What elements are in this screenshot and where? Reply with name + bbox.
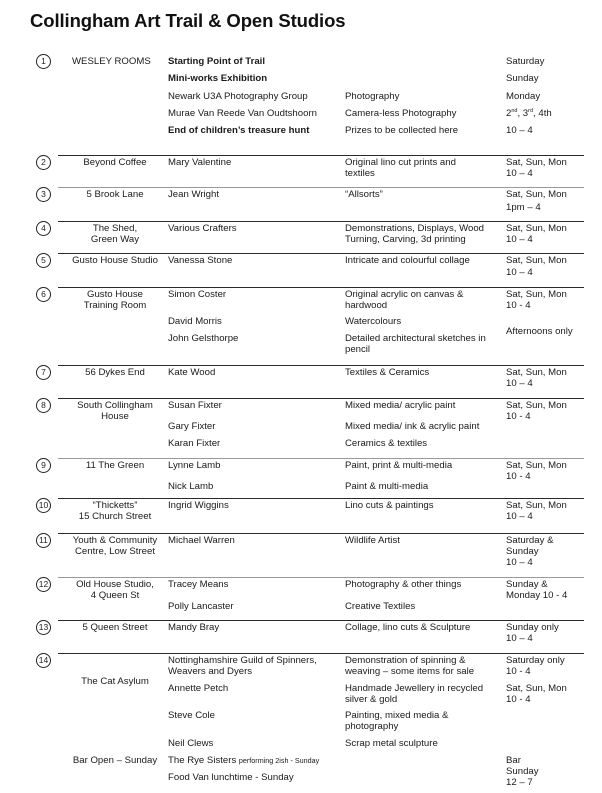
venue-location	[62, 500, 168, 522]
location-line: South Collingham	[77, 400, 153, 411]
opening-dates	[506, 108, 552, 119]
art-description: Ceramics & textiles	[345, 438, 428, 449]
artist-name: John Gelsthorpe	[168, 333, 239, 344]
venue-location	[62, 400, 168, 422]
description-line: Demonstrations, Displays, Wood	[345, 223, 484, 234]
bar-location: Bar Open – Sunday	[72, 755, 158, 766]
venue-location: 5 Queen Street	[82, 622, 148, 633]
description-line: silver & gold	[345, 694, 398, 705]
art-description	[345, 683, 483, 705]
art-description: Intricate and colourful collage	[345, 255, 470, 266]
artist-name: Mini-works Exhibition	[168, 73, 268, 84]
times-line: 10 – 4	[506, 557, 533, 568]
opening-times	[506, 367, 567, 389]
opening-times: Saturday	[506, 56, 545, 67]
times-line: Sat, Sun, Mon	[506, 157, 567, 168]
artist-name: Annette Petch	[168, 683, 229, 694]
venue-location: Gusto House Studio	[72, 255, 158, 266]
art-description: Prizes to be collected here	[345, 125, 459, 136]
times-line: Sat, Sun, Mon	[506, 189, 567, 200]
times-line: 10 - 4	[506, 300, 531, 311]
artist-name: Gary Fixter	[168, 421, 216, 432]
row-divider	[58, 458, 584, 459]
artist-name: Vanessa Stone	[168, 255, 233, 266]
venue-location	[62, 535, 168, 557]
performer-text: The Rye Sisters	[168, 755, 237, 766]
times-line: Sunday only	[506, 622, 559, 633]
times-line: Sat, Sun, Mon	[506, 500, 567, 511]
venue-number-badge: 12	[36, 577, 51, 592]
times-line: 10 – 4	[506, 267, 533, 278]
art-description	[345, 223, 484, 245]
row-divider	[58, 653, 584, 654]
location-line: Youth & Community	[72, 535, 158, 546]
location-line: The Shed,	[92, 223, 138, 234]
artist-name: Simon Coster	[168, 289, 227, 300]
date-suffix: nd	[511, 108, 518, 114]
opening-times: Sunday	[506, 73, 539, 84]
opening-times	[506, 255, 567, 278]
description-line: weaving – some items for sale	[345, 666, 475, 677]
venue-location	[62, 223, 168, 245]
location-line: Training Room	[83, 300, 147, 311]
row-divider	[58, 398, 584, 399]
times-line: 10 – 4	[506, 633, 533, 644]
times-line: Sat, Sun, Mon	[506, 223, 567, 234]
venue-location: The Cat Asylum	[81, 676, 149, 687]
artist-name: Kate Wood	[168, 367, 216, 378]
artist-line: Weavers and Dyers	[168, 666, 253, 677]
opening-times	[506, 579, 567, 601]
art-description: Watercolours	[345, 316, 402, 327]
artist-name: Mary Valentine	[168, 157, 232, 168]
art-description	[345, 157, 456, 179]
row-divider	[58, 287, 584, 288]
location-line: Centre, Low Street	[75, 546, 155, 557]
description-line: textiles	[345, 168, 375, 179]
times-line: 10 – 4	[506, 511, 533, 522]
location-line: 15 Church Street	[78, 511, 152, 522]
description-line: Handmade Jewellery in recycled	[345, 683, 484, 694]
times-line: 10 - 4	[506, 411, 531, 422]
date-text: , 3	[517, 108, 529, 119]
row-divider	[58, 577, 584, 578]
opening-times	[506, 400, 567, 422]
venue-number-badge: 4	[36, 221, 51, 236]
row-divider	[58, 187, 584, 188]
venue-number-badge: 9	[36, 458, 51, 473]
art-description: Mixed media/ acrylic paint	[345, 400, 456, 411]
times-line: Sunday	[506, 766, 539, 777]
opening-times: 10 – 4	[506, 125, 533, 136]
art-description: Creative Textiles	[345, 601, 416, 612]
location-line: Gusto House	[87, 289, 143, 300]
artist-name: Various Crafters	[168, 223, 237, 234]
times-line: 10 - 4	[506, 694, 531, 705]
bar-times	[506, 755, 539, 788]
venue-location: 5 Brook Lane	[86, 189, 144, 200]
art-description: Collage, lino cuts & Sculpture	[345, 622, 471, 633]
times-line: Monday 10 - 4	[506, 590, 568, 601]
venue-location	[62, 289, 168, 311]
art-description	[345, 333, 486, 355]
description-line: hardwood	[345, 300, 388, 311]
venue-location	[62, 579, 168, 601]
times-line: 10 – 4	[506, 234, 533, 245]
description-line: photography	[345, 721, 399, 732]
location-line: “Thicketts”	[92, 500, 138, 511]
times-line: 1pm – 4	[506, 202, 541, 213]
art-description: Lino cuts & paintings	[345, 500, 434, 511]
artist-name: Polly Lancaster	[168, 601, 234, 612]
opening-times	[506, 500, 567, 522]
artist-name: End of children’s treasure hunt	[168, 125, 310, 136]
description-line: pencil	[345, 344, 371, 355]
opening-times	[506, 655, 565, 677]
art-description	[345, 710, 448, 732]
venue-number-badge: 14	[36, 653, 51, 668]
times-line: 10 - 4	[506, 666, 531, 677]
art-description: “Allsorts”	[345, 189, 383, 200]
row-divider	[58, 620, 584, 621]
art-description	[345, 655, 474, 677]
artist-name: Murae Van Reede Van Oudtshoorn	[168, 108, 317, 119]
times-line: Sunday &	[506, 579, 548, 590]
venue-location: WESLEY ROOMS	[72, 56, 151, 67]
date-suffix: rd	[528, 108, 534, 114]
date-text: , 4th	[533, 108, 552, 119]
times-line: 12 – 7	[506, 777, 533, 788]
venue-number-badge: 3	[36, 187, 51, 202]
row-divider	[58, 498, 584, 499]
artist-name	[168, 655, 317, 677]
description-line: Demonstration of spinning &	[345, 655, 466, 666]
opening-times	[506, 223, 567, 245]
venue-location: 56 Dykes End	[85, 367, 145, 378]
times-line: Bar	[506, 755, 521, 766]
opening-times	[506, 157, 567, 179]
times-line: 10 – 4	[506, 378, 533, 389]
venue-number-badge: 13	[36, 620, 51, 635]
row-divider	[58, 221, 584, 222]
location-line: 4 Queen St	[90, 590, 140, 601]
art-description: Wildlife Artist	[345, 535, 400, 546]
opening-times	[506, 683, 567, 705]
artist-name: Susan Fixter	[168, 400, 222, 411]
description-line: Detailed architectural sketches in	[345, 333, 486, 344]
times-line: Saturday only	[506, 655, 565, 666]
venue-number-badge: 5	[36, 253, 51, 268]
artist-line: Nottinghamshire Guild of Spinners,	[168, 655, 317, 666]
page-title: Collingham Art Trail & Open Studios	[30, 10, 346, 31]
art-description: Textiles & Ceramics	[345, 367, 430, 378]
times-line: Sat, Sun, Mon	[506, 367, 567, 378]
venue-number-badge: 8	[36, 398, 51, 413]
artist-name: Mandy Bray	[168, 622, 220, 633]
description-line: Original acrylic on canvas &	[345, 289, 464, 300]
times-line: Sat, Sun, Mon	[506, 289, 567, 300]
art-description: Scrap metal sculpture	[345, 738, 438, 749]
artist-name: Starting Point of Trail	[168, 56, 266, 67]
artist-name: Lynne Lamb	[168, 460, 221, 471]
row-divider	[58, 533, 584, 534]
venue-number-badge: 6	[36, 287, 51, 302]
art-description: Paint, print & multi-media	[345, 460, 453, 471]
venue-location: Beyond Coffee	[83, 157, 147, 168]
times-line: Sat, Sun, Mon	[506, 255, 567, 266]
artist-name: Michael Warren	[168, 535, 235, 546]
description-line: Turning, Carving, 3d printing	[345, 234, 466, 245]
performer-note: performing 2ish - Sunday	[238, 756, 320, 765]
times-line: 10 - 4	[506, 471, 531, 482]
opening-times	[506, 460, 567, 482]
venue-number-badge: 1	[36, 54, 51, 69]
description-line: Original lino cut prints and	[345, 157, 456, 168]
opening-times	[506, 289, 567, 311]
opening-times: Afternoons only	[506, 326, 573, 337]
artist-name: Newark U3A Photography Group	[168, 91, 308, 102]
art-description	[345, 289, 463, 311]
venue-number-badge: 7	[36, 365, 51, 380]
artist-name: Nick Lamb	[168, 481, 214, 492]
row-divider	[58, 365, 584, 366]
times-line: Sunday	[506, 546, 539, 557]
art-description: Photography & other things	[345, 579, 462, 590]
food-van-note: Food Van lunchtime - Sunday	[168, 772, 294, 783]
artist-name: Karan Fixter	[168, 438, 221, 449]
artist-name: Neil Clews	[168, 738, 214, 749]
location-line: Old House Studio,	[76, 579, 154, 590]
art-description: Photography	[345, 91, 400, 102]
opening-times	[506, 189, 567, 213]
venue-number-badge: 2	[36, 155, 51, 170]
artist-name: Steve Cole	[168, 710, 215, 721]
times-line: Saturday &	[506, 535, 554, 546]
artist-name: David Morris	[168, 316, 222, 327]
description-line: Painting, mixed media &	[345, 710, 449, 721]
opening-times	[506, 535, 553, 568]
times-line: 10 – 4	[506, 168, 533, 179]
location-line: House	[101, 411, 129, 422]
artist-name: Jean Wright	[168, 189, 220, 200]
art-description: Paint & multi-media	[345, 481, 429, 492]
opening-times: Monday	[506, 91, 541, 102]
performer-name	[168, 755, 319, 766]
opening-times	[506, 622, 559, 644]
artist-name: Tracey Means	[168, 579, 229, 590]
artist-name: Ingrid Wiggins	[168, 500, 229, 511]
row-divider	[58, 253, 584, 254]
location-line: Green Way	[90, 234, 140, 245]
date-text: 2	[506, 108, 512, 119]
times-line: Sat, Sun, Mon	[506, 460, 567, 471]
art-description: Mixed media/ ink & acrylic paint	[345, 421, 480, 432]
art-description: Camera-less Photography	[345, 108, 457, 119]
times-line: Sat, Sun, Mon	[506, 683, 567, 694]
venue-number-badge: 11	[36, 533, 51, 548]
times-line: Sat, Sun, Mon	[506, 400, 567, 411]
venue-location: 11 The Green	[85, 460, 145, 471]
row-divider	[58, 155, 584, 156]
venue-number-badge: 10	[36, 498, 51, 513]
